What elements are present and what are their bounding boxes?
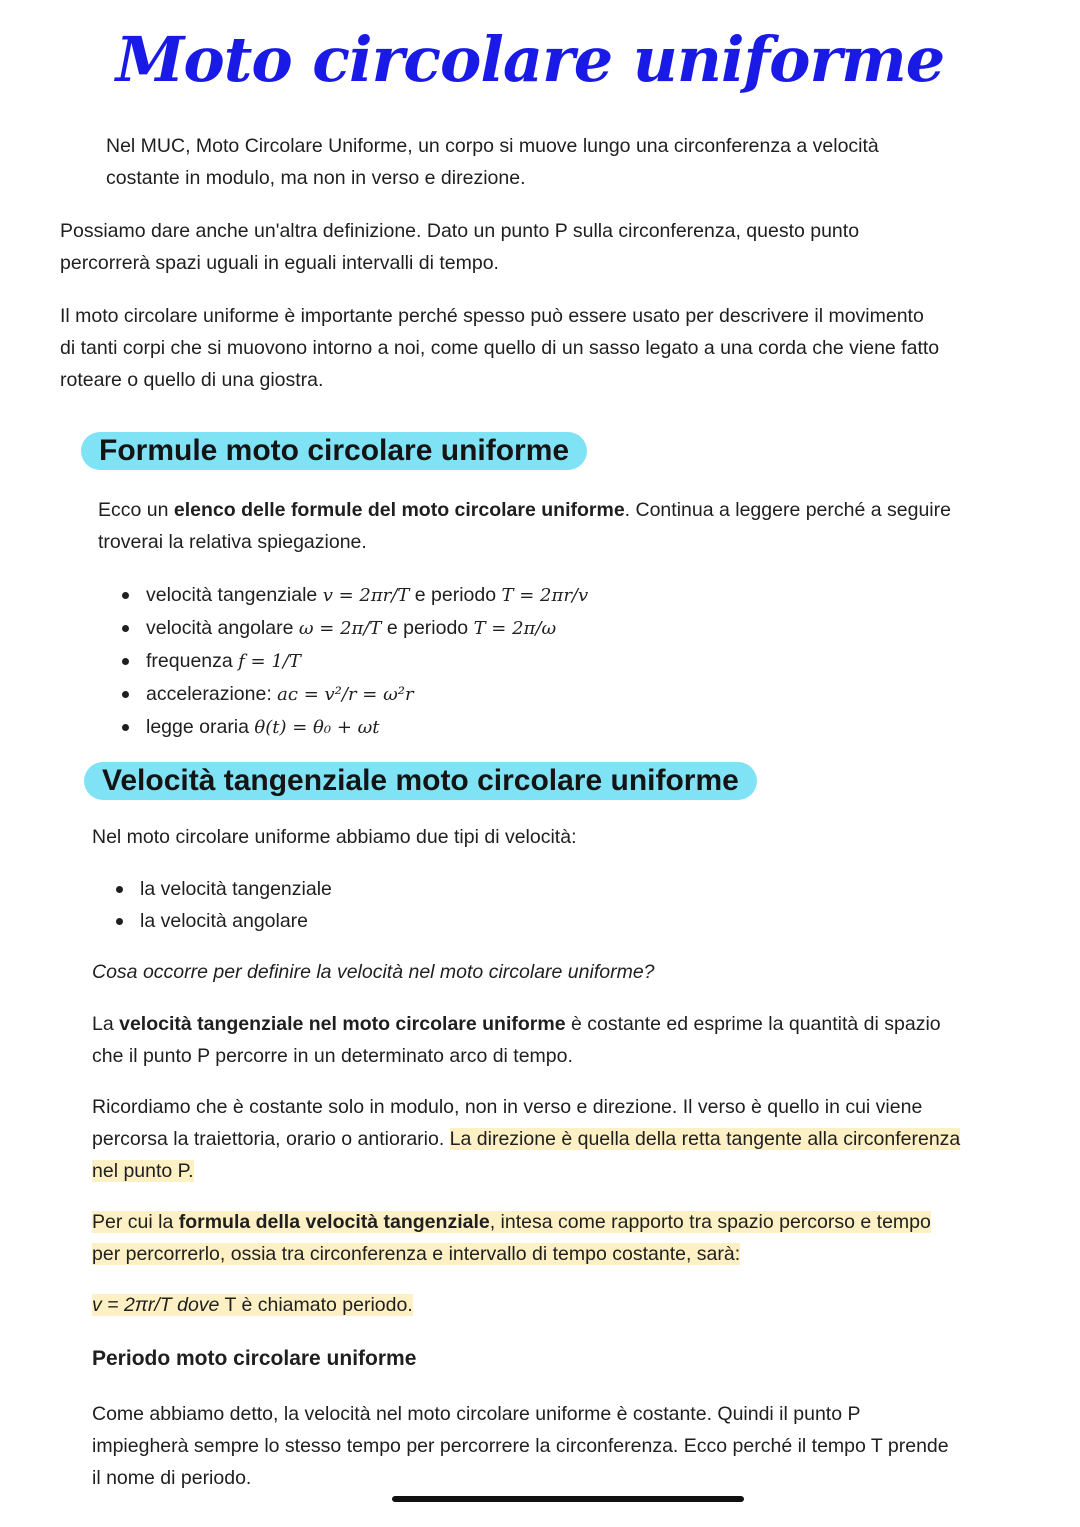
formula-list [116,579,916,744]
highlighted-bold-text: formula della velocità tangenziale [178,1211,490,1233]
home-indicator-bar[interactable] [392,1496,744,1502]
formula-label: accelerazione: [146,683,278,705]
list-item: la velocità tangenziale [110,873,710,905]
highlighted-text: La direzione è quella della retta tangente alla circonferenza nel punto P. [92,1128,961,1182]
list-item [116,711,916,744]
formula-label: frequenza [146,650,239,672]
formula-expression: θ(t) = θ₀ + ωt [254,717,380,738]
list-item [116,579,916,612]
formule-lead-text: Ecco un [98,499,174,521]
paragraph-text: La [92,1013,120,1035]
formula-expression: ω = 2π/T [298,618,382,639]
list-item [116,612,916,645]
formula-connector: e periodo [381,617,474,639]
formula-expression: aᴄ = v²/r = ω²r [277,684,414,705]
formula-expression: f = 1/T [238,651,301,672]
velocita-paragraph-1 [92,1008,952,1072]
paragraph-bold: velocità tangenziale nel moto circolare uniforme [119,1013,566,1035]
periodo-paragraph: Come abbiamo detto, la velocità nel moto circolare uniforme è costante. Quindi il punto P impiegherà sempre lo stesso tempo per percorrere la circonferenza. Ecco perché il tempo T prende il nome di periodo. [92,1403,949,1489]
page-title: Moto circolare uniforme [115,23,945,96]
formula-expression: T = 2πr/v [501,585,589,606]
formula-expression: v = 2πr/T [322,585,410,606]
formule-lead-bold: elenco delle formule del moto circolare uniforme [173,499,625,521]
list-item [116,645,916,678]
intro-paragraph-2: Possiamo dare anche un'altra definizione. Dato un punto P sulla circonferenza, questo punto percorrerà spazi uguali in eguali intervalli di tempo. [60,220,860,274]
formule-lead [98,494,958,558]
list-item [116,678,916,711]
highlighted-text: , intesa come rapporto tra spazio percorso e tempo per percorrerlo, ossia tra circonferenza e intervallo di tempo costante, sarà: [92,1211,931,1265]
intro-paragraph-1: Nel MUC, Moto Circolare Uniforme, un corpo si muove lungo una circonferenza a velocità costante in modulo, ma non in verso e direzione. [106,135,879,189]
formula-expression: T = 2π/ω [473,618,557,639]
highlighted-text: Per cui la [92,1211,179,1233]
velocita-question: Cosa occorre per definire la velocità nel moto circolare uniforme? [92,961,655,983]
intro-paragraph-3: Il moto circolare uniforme è importante perché spesso può essere usato per descrivere il movimento di tanti corpi che si muovono intorno a noi, come quello di un sasso legato a una corda che viene fatto roteare o quello di una giostra. [60,305,940,391]
velocita-paragraph-2 [92,1091,962,1187]
formula-label: velocità angolare [146,617,299,639]
formula-connector: e periodo [409,584,502,606]
formula-label: velocità tangenziale [146,584,323,606]
velocita-lead: Nel moto circolare uniforme abbiamo due tipi di velocità: [92,826,577,848]
section-heading-velocita-tangenziale: Velocità tangenziale moto circolare uniforme [84,762,757,800]
highlighted-text: T è chiamato periodo. [219,1294,413,1316]
list-item: la velocità angolare [110,905,710,937]
highlighted-formula: v = 2πr/T dove [92,1294,220,1316]
section-heading-formule: Formule moto circolare uniforme [81,432,587,470]
paragraph-text: Ricordiamo che è costante solo in modulo, non in verso e direzione. Il verso è quello in cui viene percorsa la traiettoria, orario o antiorario. [92,1096,923,1150]
paragraph-text: è costante ed esprime la quantità di spazio che il punto P percorre in un determinato arco di tempo. [92,1013,941,1067]
velocity-types-list [110,873,710,937]
velocita-paragraph-3 [92,1206,952,1270]
velocita-formula-line [92,1289,952,1321]
formule-lead-text-end: . Continua a leggere perché a seguire troverai la relativa spiegazione. [98,499,951,553]
subheading-periodo: Periodo moto circolare uniforme [92,1347,417,1370]
formula-label: legge oraria [146,716,255,738]
